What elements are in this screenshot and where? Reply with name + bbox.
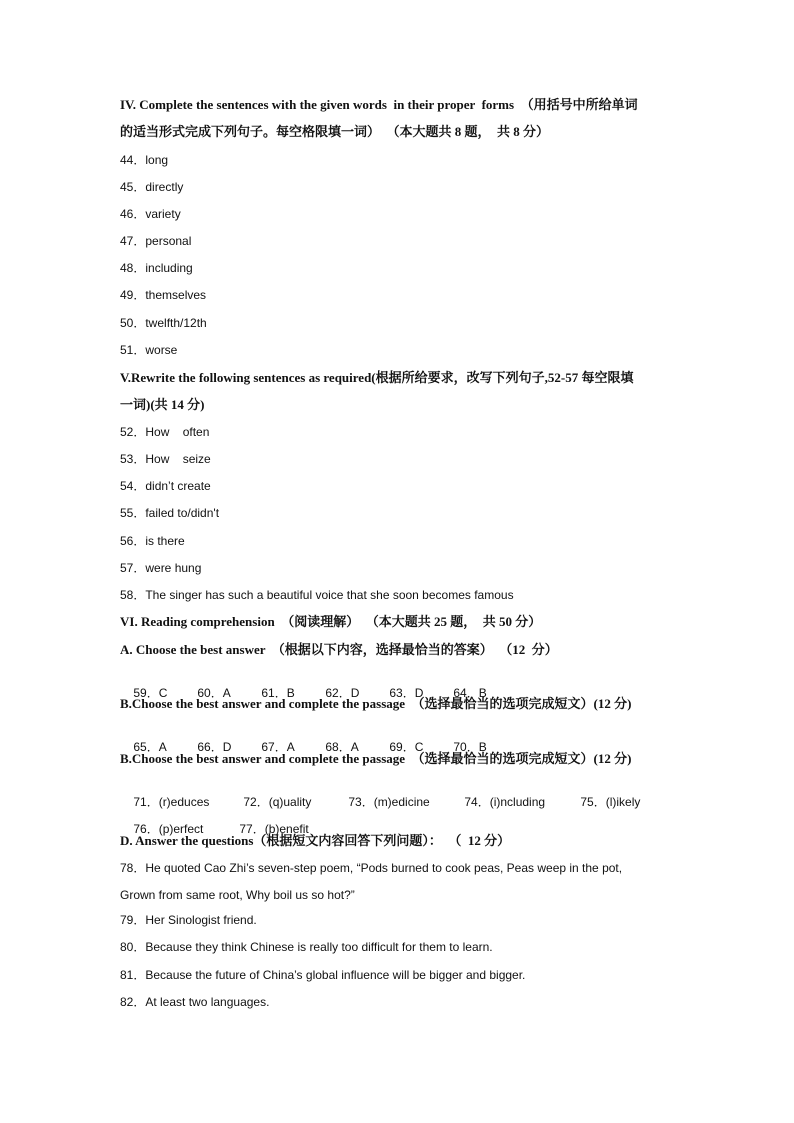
answer-item: 46．variety — [120, 207, 181, 221]
section-iv-heading-line2: 的适当形式完成下列句子。每空格限填一词） （本大题共 8 题， 共 8 分） — [120, 124, 550, 139]
answer-item-continuation: Grown from same root, Why boil us so hot?” — [120, 888, 355, 902]
answer-item: 60．A — [197, 686, 231, 700]
part-d-heading: D. Answer the questions（根据短文内容回答下列问题）： （ 12 分） — [120, 833, 511, 848]
answer-item: 77．(b)enefit — [239, 822, 309, 836]
answer-item: 61．B — [261, 686, 295, 700]
section-v-heading-line1: V.Rewrite the following sentences as required(根据所给要求，改写下列句子,52-57 每空限填 — [120, 370, 634, 385]
answer-item: 47．personal — [120, 234, 192, 248]
part-b2-heading: B.Choose the best answer and complete the passage （选择最恰当的选项完成短文）(12 分) — [120, 751, 632, 766]
answer-item: 72．(q)uality — [243, 795, 312, 809]
answer-item: 67．A — [261, 740, 295, 754]
part-b1-heading: B.Choose the best answer and complete the passage （选择最恰当的选项完成短文）(12 分) — [120, 696, 632, 711]
answer-item: 54．didn’t create — [120, 479, 211, 493]
answer-item: 58．The singer has such a beautiful voice that she soon becomes famous — [120, 588, 514, 602]
answer-item: 57．were hung — [120, 561, 202, 575]
part-a-heading: A. Choose the best answer （根据以下内容，选择最恰当的答案） （12 分） — [120, 642, 558, 657]
answer-item: 63．D — [389, 686, 424, 700]
answer-item: 49．themselves — [120, 288, 207, 302]
answer-item: 53．How seize — [120, 452, 211, 466]
answer-item: 74．(i)ncluding — [464, 795, 546, 809]
answer-item: 52．How often — [120, 425, 210, 439]
answer-item: 55．failed to/didn't — [120, 506, 220, 520]
answer-item: 79．Her Sinologist friend. — [120, 913, 257, 927]
answer-item: 65．A — [133, 740, 167, 754]
answer-item: 59．C — [133, 686, 168, 700]
answer-item: 81．Because the future of China’s global influence will be bigger and bigger. — [120, 968, 526, 982]
answer-item: 82．At least two languages. — [120, 995, 270, 1009]
answer-item: 80．Because they think Chinese is really too difficult for them to learn. — [120, 940, 493, 954]
section-iv-heading-line1: IV. Complete the sentences with the given words in their proper forms （用括号中所给单词 — [120, 97, 638, 112]
answer-item: 44．long — [120, 153, 169, 167]
answer-item: 76．(p)erfect — [133, 822, 204, 836]
answer-item: 70．B — [453, 740, 487, 754]
answer-item: 71．(r)educes — [133, 795, 210, 809]
answer-item: 45．directly — [120, 180, 184, 194]
answer-item: 66．D — [197, 740, 232, 754]
answer-item: 48．including — [120, 261, 193, 275]
answer-item: 68．A — [325, 740, 359, 754]
section-v-heading-line2: 一词)(共 14 分) — [120, 397, 205, 412]
section-vi-heading: VI. Reading comprehension （阅读理解） （本大题共 25 题， 共 50 分） — [120, 614, 542, 629]
answer-item: 73．(m)edicine — [348, 795, 430, 809]
answer-item: 64．B — [453, 686, 487, 700]
answer-item: 75．(l)ikely — [580, 795, 641, 809]
answer-item: 56．is there — [120, 534, 185, 548]
answer-item: 62．D — [325, 686, 360, 700]
answer-item: 50．twelfth/12th — [120, 316, 207, 330]
answer-item: 51．worse — [120, 343, 178, 357]
answer-item: 78．He quoted Cao Zhi’s seven-step poem, “Pods burned to cook peas, Peas weep in the pot, — [120, 861, 623, 875]
answer-item: 69．C — [389, 740, 424, 754]
